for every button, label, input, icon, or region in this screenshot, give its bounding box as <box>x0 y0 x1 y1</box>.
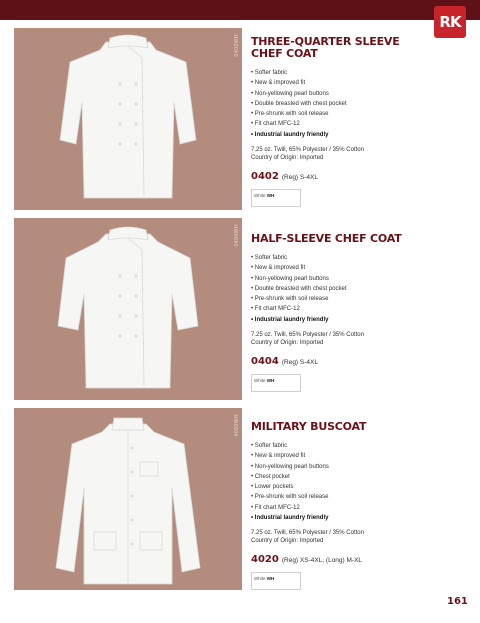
style-code-row <box>251 554 451 565</box>
brand-logo: RK <box>434 6 466 38</box>
feature-list <box>251 441 451 523</box>
feature-item: • Double breasted with chest pocket <box>251 100 347 107</box>
chef-coat-half-sleeve-illustration <box>14 218 242 400</box>
feature-item: • Fit chart MFC-12 <box>251 306 300 313</box>
sku-side-label: 0404WH <box>234 224 240 247</box>
feature-item: • Pre-shrunk with soil release <box>251 296 329 303</box>
style-code: 0402 <box>251 171 279 183</box>
feature-item: • Double breasted with chest pocket <box>251 285 347 292</box>
feature-item: • New & improved fit <box>251 80 306 87</box>
fabric-info: 7.25 oz. Twill, 65% Polyester / 35% Cotton Country of Origin: Imported <box>251 530 364 545</box>
product-image-0402 <box>14 28 242 210</box>
sku-side-label: 4020WH <box>234 414 240 437</box>
feature-item: • Pre-shrunk with soil release <box>251 494 329 501</box>
product-info-0402 <box>251 36 451 207</box>
feature-item: • Non-yellowing pearl buttons <box>251 463 329 470</box>
feature-item: • Softer fabric <box>251 443 288 449</box>
color-swatch-white: White WH <box>251 374 301 392</box>
feature-item: • Industrial laundry friendly <box>251 131 329 138</box>
military-buscoat-illustration <box>14 408 242 590</box>
fabric-info: 7.25 oz. Twill, 65% Polyester / 35% Cotton Country of Origin: Imported <box>251 332 364 347</box>
feature-item: • Fit chart MFC-12 <box>251 504 300 511</box>
style-code: 0404 <box>251 356 279 368</box>
style-code-row <box>251 356 451 367</box>
feature-item: • New & improved fit <box>251 265 306 272</box>
feature-item: • Lower pockets <box>251 484 294 491</box>
product-image-4020 <box>14 408 242 590</box>
feature-item: • Industrial laundry friendly <box>251 515 329 522</box>
product-title: MILITARY BUSCOAT <box>251 420 367 433</box>
product-image-0404 <box>14 218 242 400</box>
size-range: (Reg) S-4XL <box>281 174 318 182</box>
product-info-4020 <box>251 421 451 590</box>
product-title: THREE-QUARTER SLEEVE CHEF COAT <box>251 35 400 60</box>
feature-item: • Softer fabric <box>251 70 288 76</box>
style-code: 4020 <box>251 554 279 566</box>
feature-list <box>251 253 451 325</box>
feature-item: • Non-yellowing pearl buttons <box>251 90 329 97</box>
sku-side-label: 0402WH <box>234 34 240 57</box>
feature-item: • Chest pocket <box>251 473 290 480</box>
feature-item: • New & improved fit <box>251 453 306 460</box>
header-bar <box>0 0 480 20</box>
page-number: 161 <box>447 596 468 607</box>
feature-item: • Industrial laundry friendly <box>251 316 329 323</box>
style-code-row <box>251 171 451 182</box>
feature-list <box>251 68 451 140</box>
feature-item: • Non-yellowing pearl buttons <box>251 275 329 282</box>
color-swatch-white: White WH <box>251 572 301 590</box>
size-range: (Reg) XS-4XL, (Long) M-XL <box>281 557 363 565</box>
size-range: (Reg) S-4XL <box>281 359 318 367</box>
product-info-0404 <box>251 233 451 392</box>
chef-coat-three-quarter-illustration <box>14 28 242 210</box>
fabric-info: 7.25 oz. Twill, 65% Polyester / 35% Cotton Country of Origin: Imported <box>251 147 364 162</box>
color-swatch-white: White WH <box>251 189 301 207</box>
feature-item: • Pre-shrunk with soil release <box>251 111 329 118</box>
feature-item: • Softer fabric <box>251 255 288 261</box>
product-title: HALF-SLEEVE CHEF COAT <box>251 232 402 245</box>
feature-item: • Fit chart MFC-12 <box>251 121 300 128</box>
